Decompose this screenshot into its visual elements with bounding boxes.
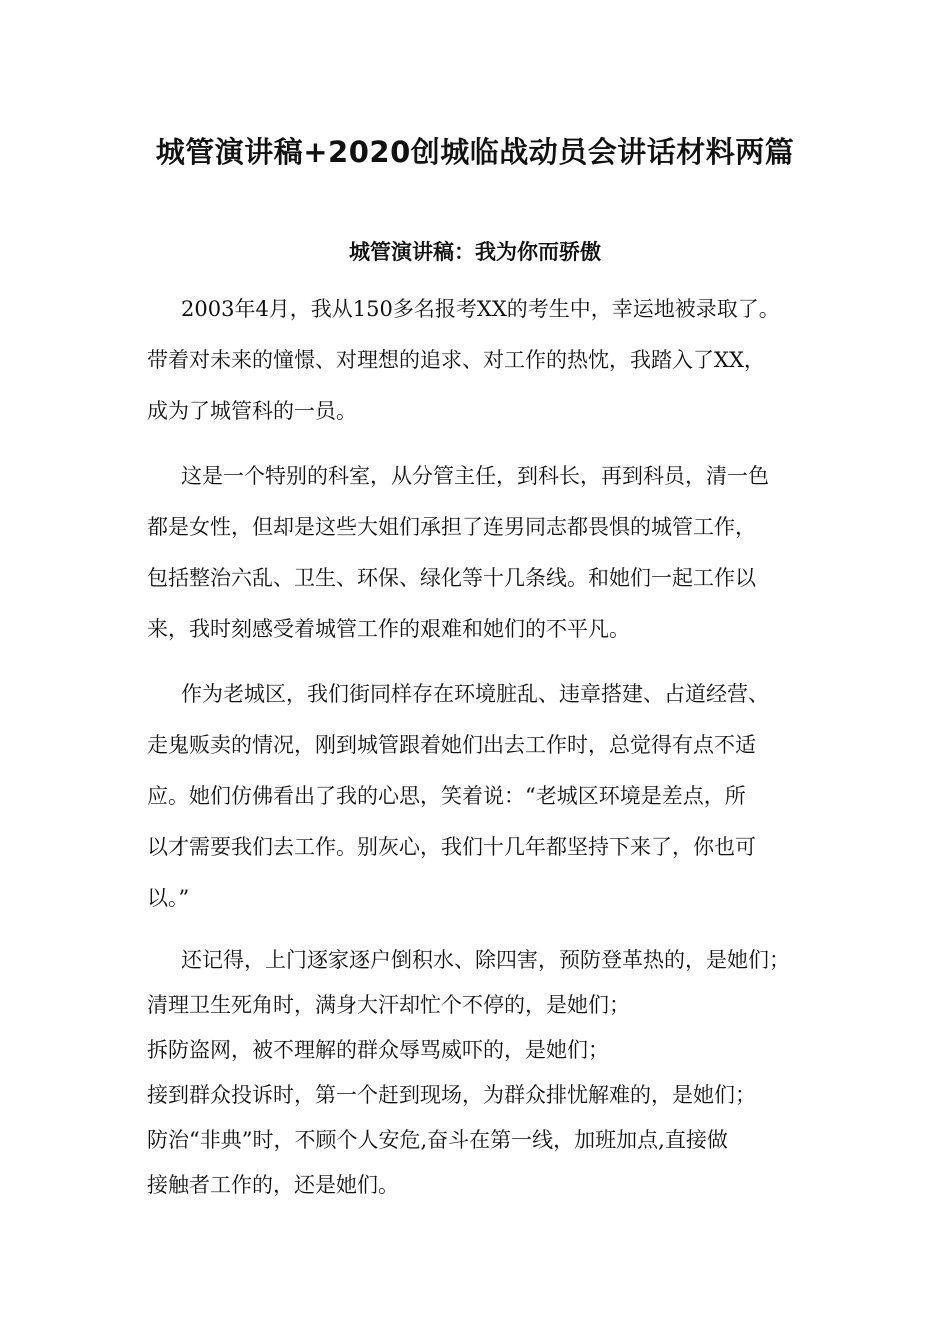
text-line: 2003年4月，我从150多名报考XX的考生中，幸运地被录取了。 xyxy=(181,297,780,321)
document-body xyxy=(147,284,827,1208)
text-line: 带着对未来的憧憬、对理想的追求、对工作的热忱，我踏入了XX， xyxy=(147,348,765,372)
text-line: 清理卫生死角时，满身大汗却忙个不停的，是她们； xyxy=(147,993,630,1017)
text-line: 作为老城区，我们街同样存在环境脏乱、违章搭建、占道经营、 xyxy=(181,682,769,706)
text-line: 还记得，上门逐家逐户倒积水、除四害，预防登革热的，是她们； xyxy=(181,948,790,972)
section-title: 城管演讲稿：我为你而骄傲 xyxy=(349,240,601,264)
text-line: 走鬼贩卖的情况，刚到城管跟着她们出去工作时，总觉得有点不适 xyxy=(147,733,756,757)
text-line: 成为了城管科的一员。 xyxy=(147,399,357,423)
text-line: 接触者工作的，还是她们。 xyxy=(147,1173,399,1197)
text-line: 应。她们仿佛看出了我的心思，笑着说：“老城区环境是差点，所 xyxy=(147,784,746,808)
text-line: 都是女性，但却是这些大姐们承担了连男同志都畏惧的城管工作， xyxy=(147,515,756,539)
text-line: 以才需要我们去工作。别灰心，我们十几年都坚持下来了，你也可 xyxy=(147,835,756,859)
document-title: 城管演讲稿+2020创城临战动员会讲话材料两篇 xyxy=(155,135,795,169)
paragraph xyxy=(147,938,827,1208)
paragraph xyxy=(147,669,827,924)
text-line: 这是一个特别的科室，从分管主任，到科长，再到科员，清一色 xyxy=(181,464,769,488)
paragraph xyxy=(147,284,827,437)
text-line: 防治“非典”时，不顾个人安危,奋斗在第一线，加班加点,直接做 xyxy=(147,1128,728,1152)
paragraph xyxy=(147,451,827,655)
text-line: 包括整治六乱、卫生、环保、绿化等十几条线。和她们一起工作以 xyxy=(147,566,756,590)
text-line: 来，我时刻感受着城管工作的艰难和她们的不平凡。 xyxy=(147,617,630,641)
text-line: 拆防盗网，被不理解的群众辱骂威吓的，是她们； xyxy=(147,1038,609,1062)
text-line: 接到群众投诉时，第一个赶到现场，为群众排忧解难的，是她们； xyxy=(147,1083,756,1107)
text-line: 以。” xyxy=(147,886,190,910)
